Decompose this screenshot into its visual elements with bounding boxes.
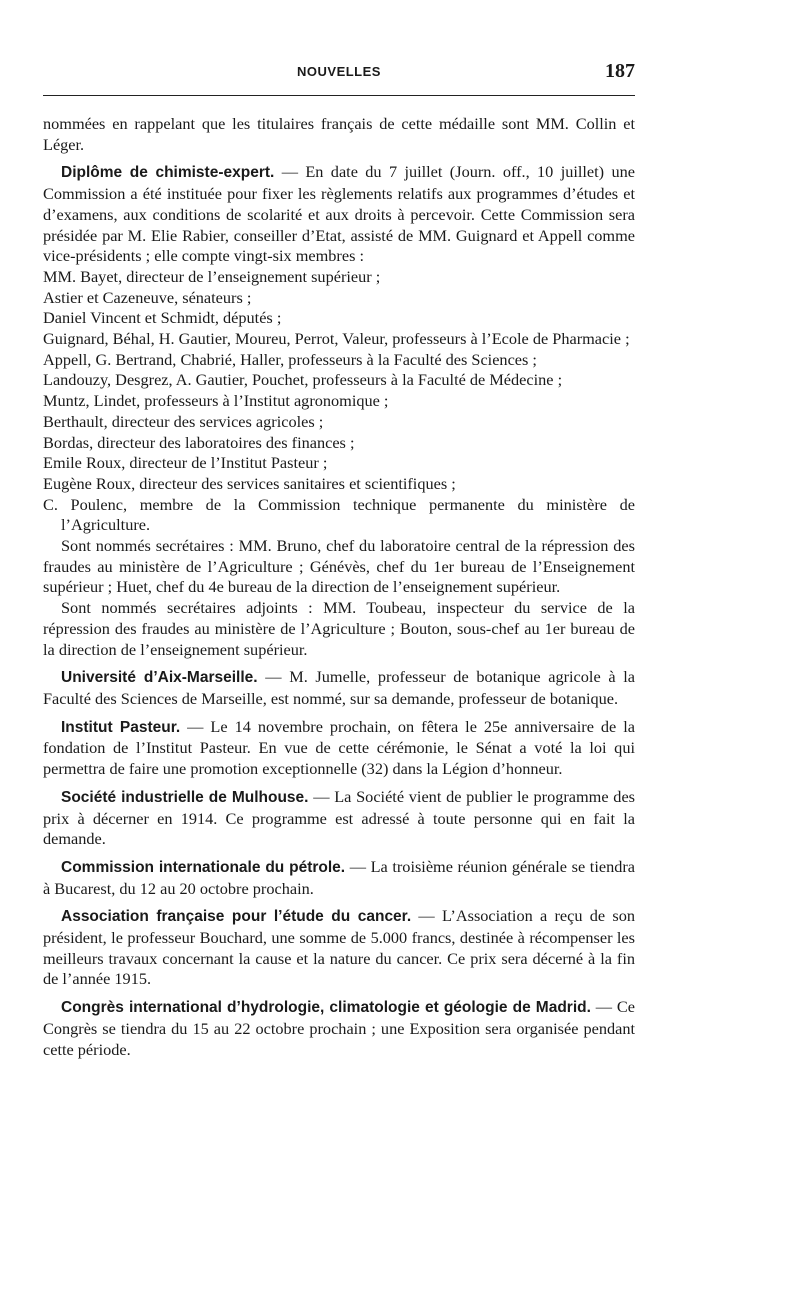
petrole-paragraph [43,857,635,899]
pasteur-heading: Institut Pasteur. [61,718,181,736]
member-item: Bordas, directeur des laboratoires des finances ; [43,432,355,452]
mulhouse-heading: Société industrielle de Mulhouse. [61,788,309,806]
pasteur-text: — Le 14 novembre prochain, on fêtera le 25e anniversaire de la fondation de l’Institut Pasteur. En vue de cette cérémonie, le Sénat a voté la loi qui permettra de faire une promotion exceptionnelle (32) dans la Légion d’honneur. [43,716,635,779]
member-item: Emile Roux, directeur de l’Institut Pasteur ; [43,453,328,473]
page-number: 187 [605,60,635,82]
petrole-heading: Commission internationale du pétrole. [61,858,346,876]
mulhouse-text: — La Société vient de publier le programme des prix à décerner en 1914. Ce programme est adressé à toute personne qui en fait la demande. [43,786,636,849]
diplome-heading: Diplôme de chimiste-expert. [61,164,275,182]
intro-paragraph: nommées en rappelant que les titulaires français de cette médaille sont MM. Collin et Léger. [43,114,635,154]
member-item: Landouzy, Desgrez, A. Gautier, Pouchet, professeurs à la Faculté de Médecine ; [43,370,563,390]
cancer-heading: Association française pour l’étude du cancer. [61,908,412,926]
running-title: NOUVELLES [297,64,381,79]
cancer-text: — L’Association a reçu de son président, le professeur Bouchard, une somme de 5.000 francs, destinée à récompenser les meilleurs travaux concernant la cause et la nature du cancer. Ce prix sera décerné à la fin de l’année 1915. [43,906,635,989]
member-item: C. Poulenc, membre de la Commission technique permanente du ministère de l’Agriculture. [43,494,635,535]
madrid-heading: Congrès international d’hydrologie, climatologie et géologie de Madrid. [61,999,591,1017]
secretaires-paragraph: Sont nommés secrétaires : MM. Bruno, chef du laboratoire central de la répression des fraudes au ministère de l’Agriculture ; Génévès, chef du 1er bureau de l’Enseignement supérieur ; Huet, chef du 4e bureau de la direction de l’enseignement supérieur. [43,536,635,597]
member-item: Astier et Cazeneuve, sénateurs ; [43,287,252,307]
madrid-text: — Ce Congrès se tiendra du 15 au 22 octobre prochain ; une Exposition sera organisée pendant cette période. [43,997,635,1059]
member-item: Muntz, Lindet, professeurs à l’Institut agronomique ; [43,391,389,411]
pasteur-paragraph [43,717,635,780]
page-header [43,60,635,86]
header-rule [43,95,635,96]
madrid-paragraph [43,997,635,1060]
article-body [43,114,635,1060]
member-item: MM. Bayet, directeur de l’enseignement supérieur ; [43,266,381,286]
adjoints-paragraph: Sont nommés secrétaires adjoints : MM. Toubeau, inspecteur du service de la répression des fraudes au ministère de l’Agriculture ; Bouton, sous-chef au 1er bureau de la direction de l’enseignement supérieur. [43,598,635,659]
aix-heading: Université d’Aix-Marseille. [61,669,258,687]
member-item: Appell, G. Bertrand, Chabrié, Haller, professeurs à la Faculté des Sciences ; [43,349,537,369]
aix-paragraph [43,667,635,709]
petrole-text: — La troisième réunion générale se tiendra à Bucarest, du 12 au 20 octobre prochain. [43,856,635,898]
member-item: Guignard, Béhal, H. Gautier, Moureu, Perrot, Valeur, professeurs à l’Ecole de Pharmacie ; [43,329,630,349]
member-item: Daniel Vincent et Schmidt, députés ; [43,308,282,328]
cancer-paragraph [43,906,635,990]
diplome-paragraph [43,162,635,267]
member-item: Eugène Roux, directeur des services sanitaires et scientifiques ; [43,473,456,493]
member-item: Berthault, directeur des services agricoles ; [43,411,324,431]
mulhouse-paragraph [43,787,635,850]
aix-text: — M. Jumelle, professeur de botanique agricole à la Faculté des Sciences de Marseille, est nommé, sur sa demande, professeur de botanique. [43,667,635,708]
members-list [43,267,635,536]
diplome-text: — En date du 7 juillet (Journ. off., 10 juillet) une Commission a été instituée pour fixer les règlements relatifs aux programmes d’études et d’examens, aux conditions de scolarité et aux droits à percevoir. Cette Commission sera présidée par M. Elie Rabier, conseiller d’Etat, assisté de MM. Guignard et Appell comme vice-présidents ; elle compte vingt-six membres : [43,162,635,266]
